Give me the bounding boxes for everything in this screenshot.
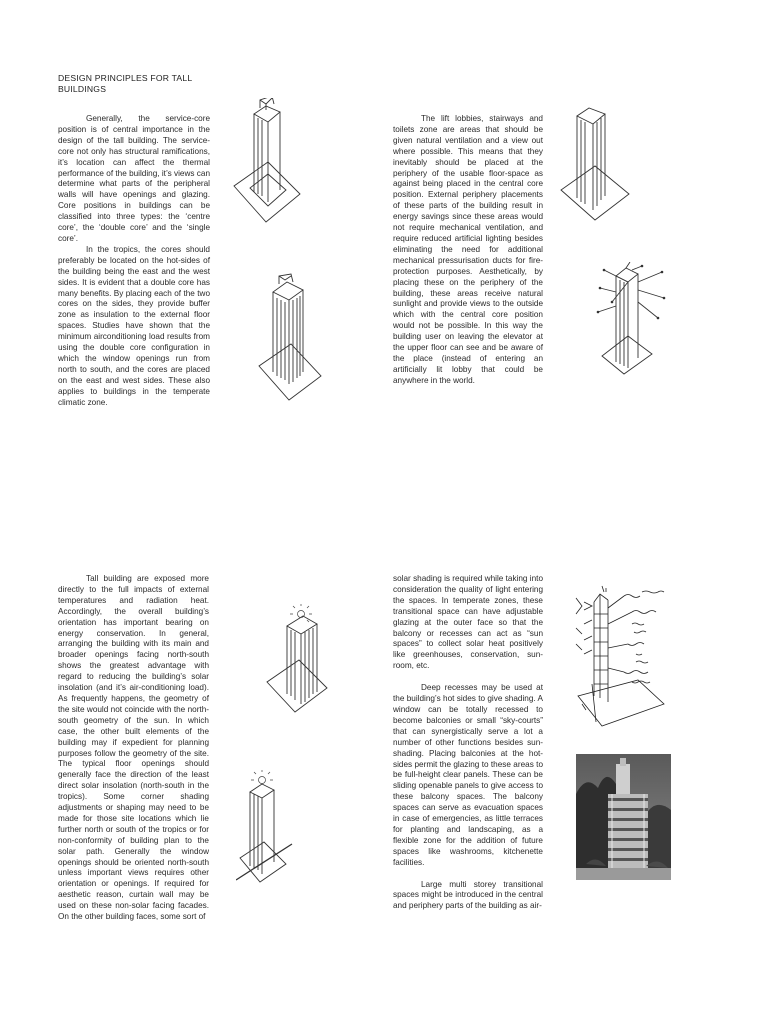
single-core-tower-sketch (555, 106, 635, 226)
tower-sun-path-sketch (236, 770, 296, 888)
paragraph: solar shading is required while taking into consideration the quality of light entering the spaces. In temperate zones, these transitional space can have adjustable glazing at the outer face so that the balcony or recesses can act as “sun spaces” to collect solar heat positively like greenhouses, conservation, sun-room, etc. (393, 574, 543, 671)
tower-views-sketch (596, 262, 666, 378)
paragraph: Large multi storey transitional spaces might be introduced in the central and periphery parts of the building as air- (393, 879, 543, 911)
double-core-tower-sketch (255, 272, 325, 404)
paragraph: In the tropics, the cores should preferably be located on the hot-sides of the building being the east and the west sides. It is evident that a double core has many benefits. By placing each of the two cores on the sides, they provide buffer zone as insulation to the external floor spaces. Studies have shown that the minimum airconditioning load results from using the double core configuration in which the window openings run from north to south, and the cores are placed on the east and west sides. These also applies to buildings in the temperate climatic zone. (58, 244, 210, 407)
text-column-left-bottom (58, 574, 209, 923)
paragraph: The lift lobbies, stairways and toilets zone are areas that should be given natural ventilation and a view out where possible. This means that they inevitably should be placed at the periphery of the usable floor-space as against being placed in the central core position. External periphery placements of these parts of the building result in energy savings since these areas would not require mechanical ventilation, and require reduced artificial lighting besides eliminating the need for additional mechanical pressurisation ducts for fire-protection purposes. Aesthetically, by placing these on the periphery of the building, these areas receive natural sunlight and provide views to the outside which with the central core position would not be possible. In this way the building user on leaving the elevator at the upper floor can see and be aware of the place (instead of entering an artificially lit lobby that could be anywhere in the world. (393, 114, 543, 385)
page-title: DESIGN PRINCIPLES FOR TALL BUILDINGS (58, 73, 192, 94)
paragraph: Deep recesses may be used at the building’s hot sides to give shading. A window can be totally recessed to become balconies or small “sky-courts” that can synergistically serve a lot a number of other functions besides sun-shading. Placing balconies at the hot-sides permit the glazing to these areas to be full-height clear panels. These can be sliding openable panels to give access to these balcony spaces. The balcony spaces can serve as evacuation spaces in case of emergencies, as little terraces for planting and landscaping, as a flexible zone for the addition of future spaces like washrooms, kitchenette facilities. (393, 683, 543, 867)
tower-photograph (576, 754, 671, 880)
centre-core-tower-sketch (228, 98, 308, 228)
text-column-left-top (58, 114, 210, 408)
text-column-right-top (393, 114, 543, 387)
tower-sun-orientation-sketch (265, 604, 335, 716)
annotated-hand-sketch (572, 584, 672, 734)
text-column-right-bottom (393, 574, 543, 912)
paragraph: Generally, the service-core position is of central importance in the design of the tall building. The service-core not only has structural ramifications, it’s location can affect the thermal performance of the building, it’s views can determine what parts of the peripheral walls will have openings and glazing. Core positions in buildings can be classified into three types: the ‘centre core’, the ‘double core’ and the ‘single core’. (58, 114, 210, 243)
paragraph: Tall building are exposed more directly to the full impacts of external temperatures and radiation heat. Accordingly, the overall building’s orientation has important bearing on energy conservation. In general, arranging the building with its main and broader openings facing north-south shows the greatest advantage with regard to reducing the building’s solar insolation (and it’s air-conditioning load). As frequently happens, the geometry of the site would not coincide with the north-south geometry of the sun. In which case, the other built elements of the building may if expedient for planning purposes follow the geometry of the site. The typical floor openings should generally face the direction of the least direct solar insolation (north-south in the tropics). Some corner shading adjustments or shaping may need to be made for those site locations which lie further north or south of the tropics or for non-conformity of building plan to the solar path. Generally the window openings should be oriented north-south unless important views requires other orientation or openings. If required for aesthetic reason, curtain wall may be used on these non-solar facing facades. On the other building faces, some sort of (58, 574, 209, 922)
